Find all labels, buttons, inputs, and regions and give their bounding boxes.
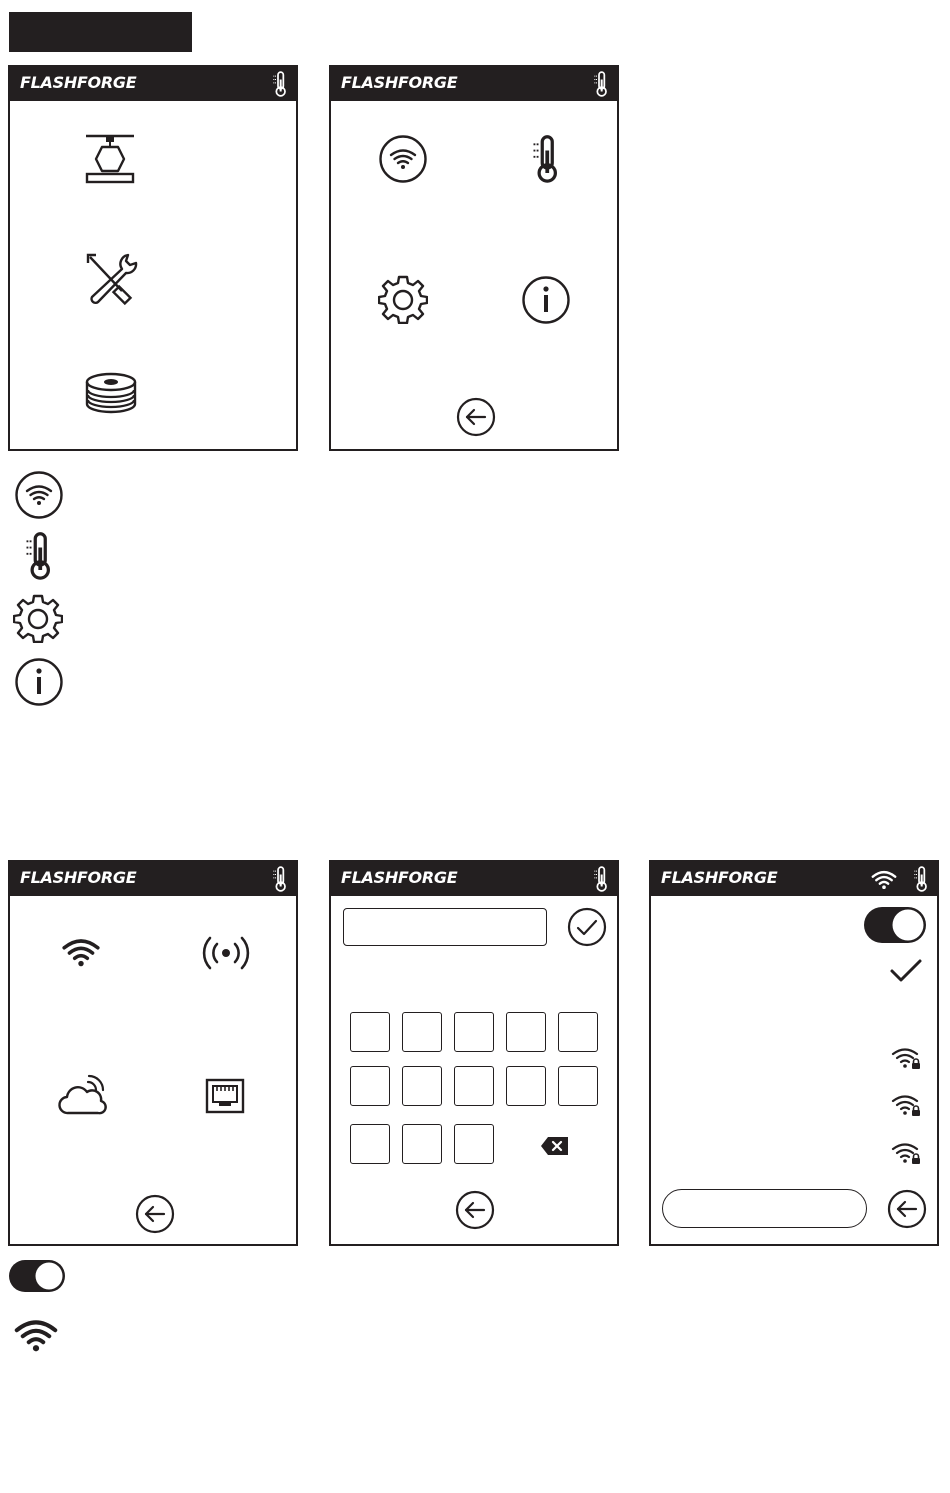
thermometer-icon[interactable] xyxy=(913,865,929,892)
screen-wifi-list xyxy=(649,860,939,1246)
back-arrow-icon[interactable] xyxy=(135,1194,175,1234)
wifi-circle-icon xyxy=(14,470,64,520)
screen-tools-menu xyxy=(329,65,619,451)
info-icon[interactable] xyxy=(521,275,571,325)
keypad-key[interactable] xyxy=(454,1124,494,1164)
thermometer-icon[interactable] xyxy=(593,70,609,97)
brand-logo: FLASHFORGE xyxy=(661,868,778,887)
screen-main-menu xyxy=(8,65,298,451)
keypad-key[interactable] xyxy=(402,1066,442,1106)
keypad-key[interactable] xyxy=(454,1066,494,1106)
header-bar xyxy=(331,862,617,896)
keypad-key[interactable] xyxy=(350,1066,390,1106)
toggle-switch-icon[interactable] xyxy=(863,906,927,944)
print-head-icon[interactable] xyxy=(84,133,136,187)
section-header-tab xyxy=(9,12,192,52)
keypad-key[interactable] xyxy=(506,1066,546,1106)
keypad-key[interactable] xyxy=(402,1012,442,1052)
toggle-switch-icon xyxy=(8,1259,66,1293)
thermometer-icon[interactable] xyxy=(272,865,288,892)
wifi-status-icon xyxy=(870,869,898,890)
info-icon xyxy=(14,657,64,707)
brand-logo: FLASHFORGE xyxy=(341,73,458,92)
wifi-lock-icon[interactable] xyxy=(891,1141,923,1165)
screen-network-menu xyxy=(8,860,298,1246)
filament-spool-icon[interactable] xyxy=(85,372,137,416)
wifi-lock-icon[interactable] xyxy=(891,1093,923,1117)
keypad-key[interactable] xyxy=(402,1124,442,1164)
back-arrow-icon[interactable] xyxy=(456,397,496,437)
wifi-icon xyxy=(12,1317,60,1353)
brand-logo: FLASHFORGE xyxy=(20,73,137,92)
tools-icon[interactable] xyxy=(84,251,138,305)
ethernet-icon[interactable] xyxy=(205,1078,245,1114)
header-bar xyxy=(10,67,296,101)
brand-logo: FLASHFORGE xyxy=(341,868,458,887)
wifi-circle-icon[interactable] xyxy=(378,134,428,184)
thermometer-icon[interactable] xyxy=(531,133,561,183)
gear-icon xyxy=(13,593,63,643)
checkmark-icon xyxy=(889,958,923,984)
keypad-key[interactable] xyxy=(350,1012,390,1052)
back-arrow-icon[interactable] xyxy=(887,1189,927,1229)
keypad-key[interactable] xyxy=(558,1012,598,1052)
wifi-icon[interactable] xyxy=(60,936,102,968)
backspace-icon[interactable] xyxy=(540,1136,570,1156)
keypad-key[interactable] xyxy=(350,1124,390,1164)
cloud-icon[interactable] xyxy=(58,1075,108,1117)
header-bar xyxy=(10,862,296,896)
password-input[interactable] xyxy=(343,908,547,946)
wifi-lock-icon[interactable] xyxy=(891,1046,923,1070)
screen-password-keypad xyxy=(329,860,619,1246)
back-arrow-icon[interactable] xyxy=(455,1190,495,1230)
gear-icon[interactable] xyxy=(378,274,428,324)
keypad-key[interactable] xyxy=(506,1012,546,1052)
hotspot-icon[interactable] xyxy=(203,936,249,970)
keypad-key[interactable] xyxy=(454,1012,494,1052)
thermometer-icon xyxy=(24,530,54,580)
thermometer-icon[interactable] xyxy=(593,865,609,892)
brand-logo: FLASHFORGE xyxy=(20,868,137,887)
confirm-check-icon[interactable] xyxy=(567,907,607,947)
keypad-key[interactable] xyxy=(558,1066,598,1106)
thermometer-icon[interactable] xyxy=(272,70,288,97)
header-bar xyxy=(651,862,937,896)
network-name-field[interactable] xyxy=(662,1189,867,1228)
header-bar xyxy=(331,67,617,101)
